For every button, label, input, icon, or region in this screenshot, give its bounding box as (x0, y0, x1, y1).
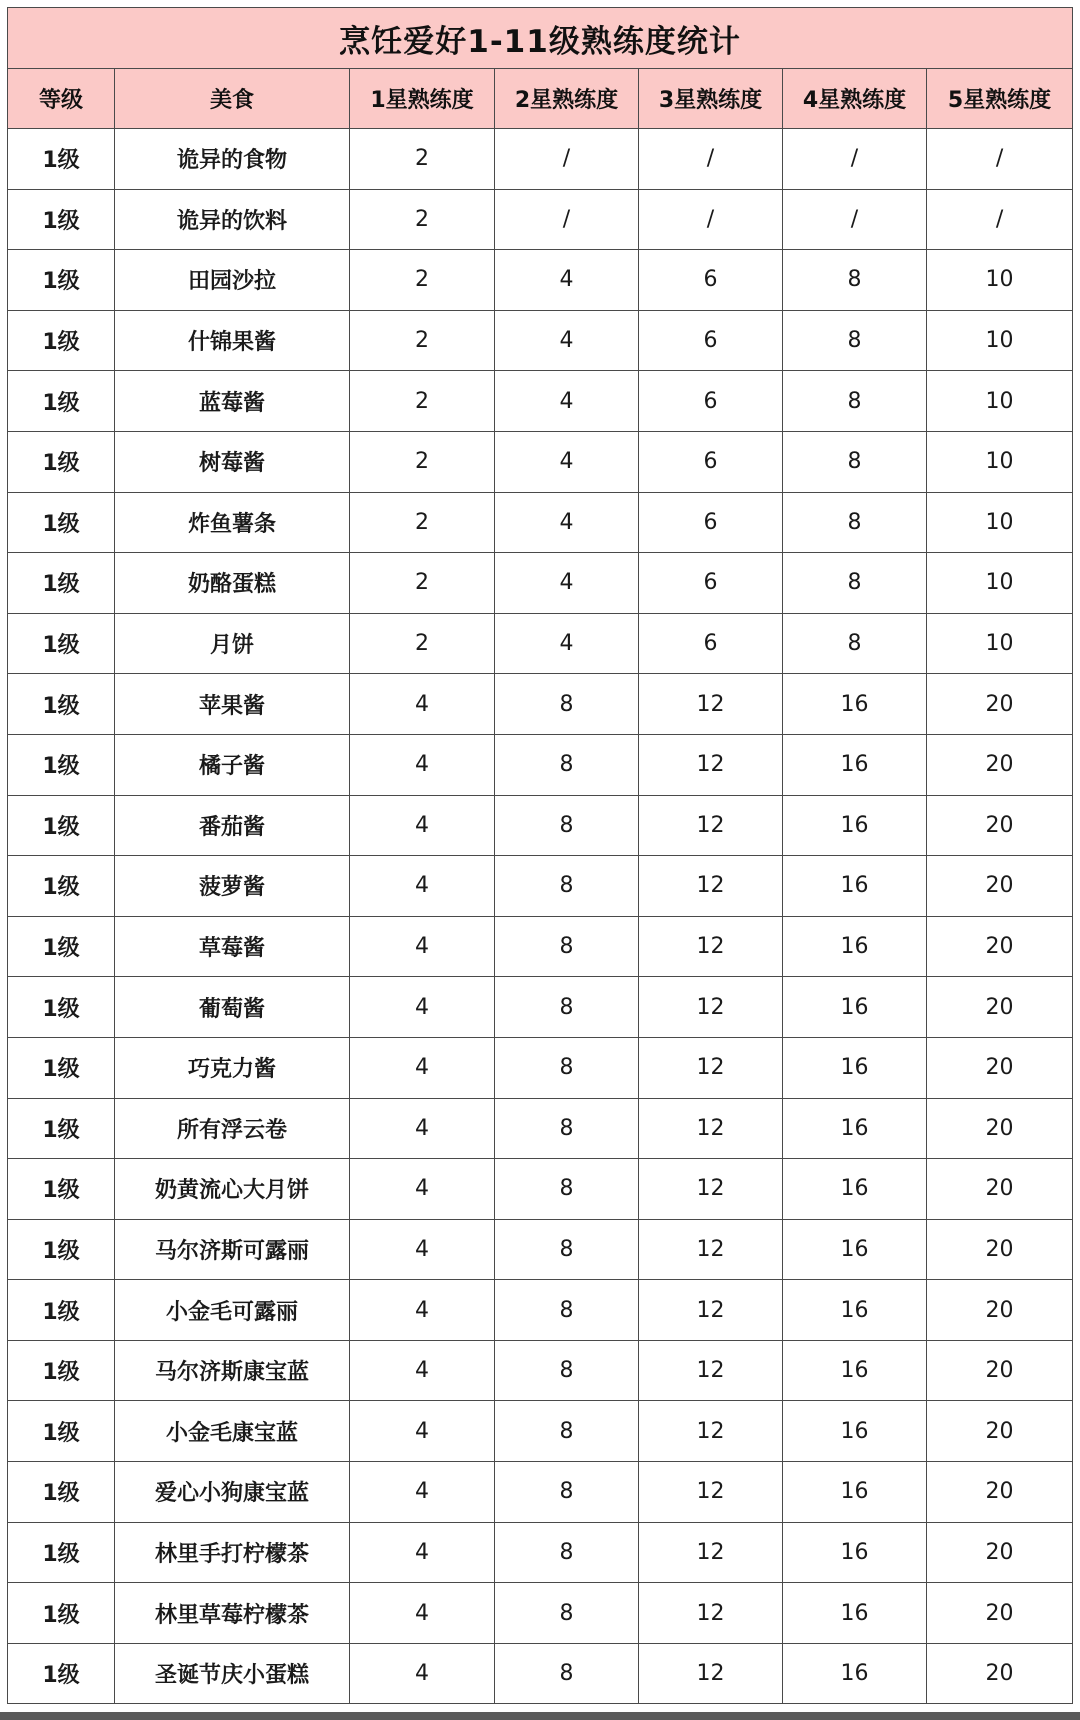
star-2-cell: 8 (495, 977, 639, 1038)
header-star-2: 2星熟练度 (495, 69, 639, 129)
level-cell: 1级 (8, 795, 115, 856)
star-5-cell: 10 (927, 250, 1073, 311)
star-3-cell: 12 (639, 1583, 783, 1644)
star-1-cell: 2 (350, 250, 495, 311)
star-1-cell: 4 (350, 977, 495, 1038)
star-5-cell: 10 (927, 371, 1073, 432)
star-2-cell: 8 (495, 1280, 639, 1341)
star-5-cell: / (927, 189, 1073, 250)
bottom-edge-bar (0, 1712, 1080, 1720)
food-cell: 炸鱼薯条 (115, 492, 350, 553)
star-5-cell: 10 (927, 492, 1073, 553)
star-1-cell: 4 (350, 1462, 495, 1523)
star-4-cell: 8 (783, 431, 927, 492)
star-5-cell: 20 (927, 674, 1073, 735)
table-row (8, 553, 1073, 614)
star-3-cell: 12 (639, 795, 783, 856)
star-2-cell: 8 (495, 1401, 639, 1462)
level-cell: 1级 (8, 1583, 115, 1644)
food-cell: 什锦果酱 (115, 310, 350, 371)
star-2-cell: 4 (495, 431, 639, 492)
star-1-cell: 4 (350, 1037, 495, 1098)
star-5-cell: 20 (927, 1643, 1073, 1704)
header-star-3: 3星熟练度 (639, 69, 783, 129)
header-row (8, 69, 1073, 129)
star-3-cell: 12 (639, 1098, 783, 1159)
star-3-cell: 12 (639, 1643, 783, 1704)
header-level: 等级 (8, 69, 115, 129)
star-4-cell: 16 (783, 674, 927, 735)
food-cell: 小金毛可露丽 (115, 1280, 350, 1341)
star-2-cell: 4 (495, 613, 639, 674)
level-cell: 1级 (8, 1401, 115, 1462)
star-2-cell: 8 (495, 1340, 639, 1401)
title-row (8, 8, 1073, 69)
star-1-cell: 4 (350, 674, 495, 735)
star-1-cell: 4 (350, 795, 495, 856)
table-row (8, 1280, 1073, 1341)
star-4-cell: / (783, 129, 927, 190)
star-3-cell: 6 (639, 431, 783, 492)
star-3-cell: 12 (639, 977, 783, 1038)
header-food: 美食 (115, 69, 350, 129)
star-1-cell: 2 (350, 371, 495, 432)
star-5-cell: 20 (927, 1280, 1073, 1341)
star-2-cell: / (495, 189, 639, 250)
level-cell: 1级 (8, 1280, 115, 1341)
food-cell: 月饼 (115, 613, 350, 674)
star-4-cell: 16 (783, 1583, 927, 1644)
star-1-cell: 4 (350, 1340, 495, 1401)
star-1-cell: 2 (350, 492, 495, 553)
star-5-cell: 20 (927, 1159, 1073, 1220)
star-4-cell: 16 (783, 1643, 927, 1704)
star-2-cell: 8 (495, 1583, 639, 1644)
star-5-cell: 20 (927, 1401, 1073, 1462)
level-cell: 1级 (8, 310, 115, 371)
table-row (8, 1219, 1073, 1280)
star-2-cell: 8 (495, 1098, 639, 1159)
level-cell: 1级 (8, 916, 115, 977)
star-3-cell: 12 (639, 734, 783, 795)
star-3-cell: 6 (639, 250, 783, 311)
star-3-cell: / (639, 189, 783, 250)
food-cell: 树莓酱 (115, 431, 350, 492)
star-3-cell: 12 (639, 1462, 783, 1523)
star-2-cell: / (495, 129, 639, 190)
star-4-cell: 16 (783, 1098, 927, 1159)
star-2-cell: 4 (495, 553, 639, 614)
star-2-cell: 4 (495, 310, 639, 371)
star-5-cell: 20 (927, 1037, 1073, 1098)
food-cell: 橘子酱 (115, 734, 350, 795)
star-5-cell: 10 (927, 553, 1073, 614)
star-1-cell: 4 (350, 1522, 495, 1583)
star-4-cell: 16 (783, 1037, 927, 1098)
food-cell: 蓝莓酱 (115, 371, 350, 432)
star-4-cell: 8 (783, 553, 927, 614)
star-4-cell: 16 (783, 1522, 927, 1583)
level-cell: 1级 (8, 674, 115, 735)
star-4-cell: 16 (783, 1159, 927, 1220)
food-cell: 番茄酱 (115, 795, 350, 856)
star-1-cell: 4 (350, 916, 495, 977)
food-cell: 林里手打柠檬茶 (115, 1522, 350, 1583)
level-cell: 1级 (8, 1219, 115, 1280)
level-cell: 1级 (8, 189, 115, 250)
table-row (8, 492, 1073, 553)
level-cell: 1级 (8, 1462, 115, 1523)
table-row (8, 1159, 1073, 1220)
star-4-cell: 16 (783, 916, 927, 977)
star-1-cell: 4 (350, 1401, 495, 1462)
food-cell: 葡萄酱 (115, 977, 350, 1038)
star-2-cell: 8 (495, 1643, 639, 1704)
star-3-cell: 6 (639, 613, 783, 674)
star-2-cell: 8 (495, 856, 639, 917)
star-4-cell: 16 (783, 977, 927, 1038)
star-5-cell: 20 (927, 1219, 1073, 1280)
level-cell: 1级 (8, 1037, 115, 1098)
star-5-cell: 10 (927, 431, 1073, 492)
level-cell: 1级 (8, 856, 115, 917)
level-cell: 1级 (8, 734, 115, 795)
star-2-cell: 8 (495, 1462, 639, 1523)
table-body (8, 129, 1073, 1704)
star-1-cell: 4 (350, 1159, 495, 1220)
star-4-cell: 8 (783, 371, 927, 432)
star-2-cell: 8 (495, 795, 639, 856)
star-3-cell: 6 (639, 310, 783, 371)
level-cell: 1级 (8, 613, 115, 674)
food-cell: 爱心小狗康宝蓝 (115, 1462, 350, 1523)
star-2-cell: 8 (495, 1037, 639, 1098)
star-1-cell: 4 (350, 856, 495, 917)
star-1-cell: 4 (350, 1098, 495, 1159)
star-4-cell: 16 (783, 1340, 927, 1401)
food-cell: 菠萝酱 (115, 856, 350, 917)
table-row (8, 1522, 1073, 1583)
star-4-cell: 8 (783, 492, 927, 553)
level-cell: 1级 (8, 1340, 115, 1401)
star-4-cell: / (783, 189, 927, 250)
star-3-cell: 12 (639, 856, 783, 917)
star-1-cell: 2 (350, 613, 495, 674)
star-4-cell: 16 (783, 856, 927, 917)
star-3-cell: 12 (639, 1219, 783, 1280)
star-3-cell: 12 (639, 1159, 783, 1220)
star-1-cell: 4 (350, 1583, 495, 1644)
star-3-cell: 12 (639, 1037, 783, 1098)
star-2-cell: 8 (495, 916, 639, 977)
star-1-cell: 2 (350, 310, 495, 371)
food-cell: 田园沙拉 (115, 250, 350, 311)
star-3-cell: 12 (639, 1280, 783, 1341)
star-5-cell: 20 (927, 734, 1073, 795)
star-1-cell: 4 (350, 734, 495, 795)
star-3-cell: 12 (639, 1522, 783, 1583)
table-row (8, 250, 1073, 311)
header-star-1: 1星熟练度 (350, 69, 495, 129)
star-5-cell: 20 (927, 1462, 1073, 1523)
food-cell: 小金毛康宝蓝 (115, 1401, 350, 1462)
level-cell: 1级 (8, 431, 115, 492)
level-cell: 1级 (8, 553, 115, 614)
food-cell: 苹果酱 (115, 674, 350, 735)
star-1-cell: 2 (350, 129, 495, 190)
star-2-cell: 4 (495, 250, 639, 311)
table-title: 烹饪爱好1-11级熟练度统计 (8, 8, 1073, 69)
star-2-cell: 4 (495, 371, 639, 432)
star-1-cell: 2 (350, 189, 495, 250)
table-row (8, 1401, 1073, 1462)
star-4-cell: 16 (783, 1219, 927, 1280)
star-1-cell: 4 (350, 1643, 495, 1704)
star-2-cell: 4 (495, 492, 639, 553)
star-5-cell: 10 (927, 310, 1073, 371)
level-cell: 1级 (8, 250, 115, 311)
star-5-cell: 20 (927, 977, 1073, 1038)
table-row (8, 310, 1073, 371)
level-cell: 1级 (8, 492, 115, 553)
star-5-cell: 20 (927, 1340, 1073, 1401)
table-row (8, 1462, 1073, 1523)
table-frame (7, 7, 1072, 1704)
star-5-cell: / (927, 129, 1073, 190)
star-4-cell: 16 (783, 1280, 927, 1341)
table-row (8, 129, 1073, 190)
star-2-cell: 8 (495, 1522, 639, 1583)
star-1-cell: 2 (350, 553, 495, 614)
table-row (8, 431, 1073, 492)
star-4-cell: 8 (783, 613, 927, 674)
star-2-cell: 8 (495, 1219, 639, 1280)
star-3-cell: / (639, 129, 783, 190)
food-cell: 马尔济斯可露丽 (115, 1219, 350, 1280)
star-3-cell: 6 (639, 553, 783, 614)
table-row (8, 1340, 1073, 1401)
food-cell: 奶黄流心大月饼 (115, 1159, 350, 1220)
star-2-cell: 8 (495, 734, 639, 795)
star-1-cell: 2 (350, 431, 495, 492)
star-3-cell: 6 (639, 492, 783, 553)
table-row (8, 189, 1073, 250)
level-cell: 1级 (8, 1159, 115, 1220)
food-cell: 所有浮云卷 (115, 1098, 350, 1159)
table-row (8, 1037, 1073, 1098)
food-cell: 巧克力酱 (115, 1037, 350, 1098)
table-row (8, 856, 1073, 917)
star-5-cell: 20 (927, 1522, 1073, 1583)
food-cell: 奶酪蛋糕 (115, 553, 350, 614)
header-star-5: 5星熟练度 (927, 69, 1073, 129)
level-cell: 1级 (8, 129, 115, 190)
level-cell: 1级 (8, 1643, 115, 1704)
star-3-cell: 12 (639, 1340, 783, 1401)
table-row (8, 674, 1073, 735)
star-5-cell: 20 (927, 1583, 1073, 1644)
level-cell: 1级 (8, 1098, 115, 1159)
table-row (8, 916, 1073, 977)
star-5-cell: 10 (927, 613, 1073, 674)
star-1-cell: 4 (350, 1219, 495, 1280)
table-row (8, 795, 1073, 856)
star-4-cell: 8 (783, 250, 927, 311)
food-cell: 马尔济斯康宝蓝 (115, 1340, 350, 1401)
star-4-cell: 16 (783, 734, 927, 795)
star-3-cell: 12 (639, 1401, 783, 1462)
level-cell: 1级 (8, 977, 115, 1038)
level-cell: 1级 (8, 371, 115, 432)
header-star-4: 4星熟练度 (783, 69, 927, 129)
star-2-cell: 8 (495, 1159, 639, 1220)
table-row (8, 371, 1073, 432)
star-3-cell: 12 (639, 674, 783, 735)
food-cell: 林里草莓柠檬茶 (115, 1583, 350, 1644)
food-cell: 草莓酱 (115, 916, 350, 977)
star-4-cell: 16 (783, 1401, 927, 1462)
table-row (8, 613, 1073, 674)
star-3-cell: 12 (639, 916, 783, 977)
star-5-cell: 20 (927, 856, 1073, 917)
star-4-cell: 16 (783, 795, 927, 856)
table-row (8, 1643, 1073, 1704)
star-3-cell: 6 (639, 371, 783, 432)
star-4-cell: 8 (783, 310, 927, 371)
level-cell: 1级 (8, 1522, 115, 1583)
star-4-cell: 16 (783, 1462, 927, 1523)
food-cell: 诡异的食物 (115, 129, 350, 190)
proficiency-table (7, 7, 1073, 1704)
star-5-cell: 20 (927, 795, 1073, 856)
table-row (8, 1583, 1073, 1644)
star-5-cell: 20 (927, 916, 1073, 977)
food-cell: 诡异的饮料 (115, 189, 350, 250)
star-5-cell: 20 (927, 1098, 1073, 1159)
star-2-cell: 8 (495, 674, 639, 735)
star-1-cell: 4 (350, 1280, 495, 1341)
food-cell: 圣诞节庆小蛋糕 (115, 1643, 350, 1704)
table-row (8, 1098, 1073, 1159)
table-row (8, 977, 1073, 1038)
table-row (8, 734, 1073, 795)
